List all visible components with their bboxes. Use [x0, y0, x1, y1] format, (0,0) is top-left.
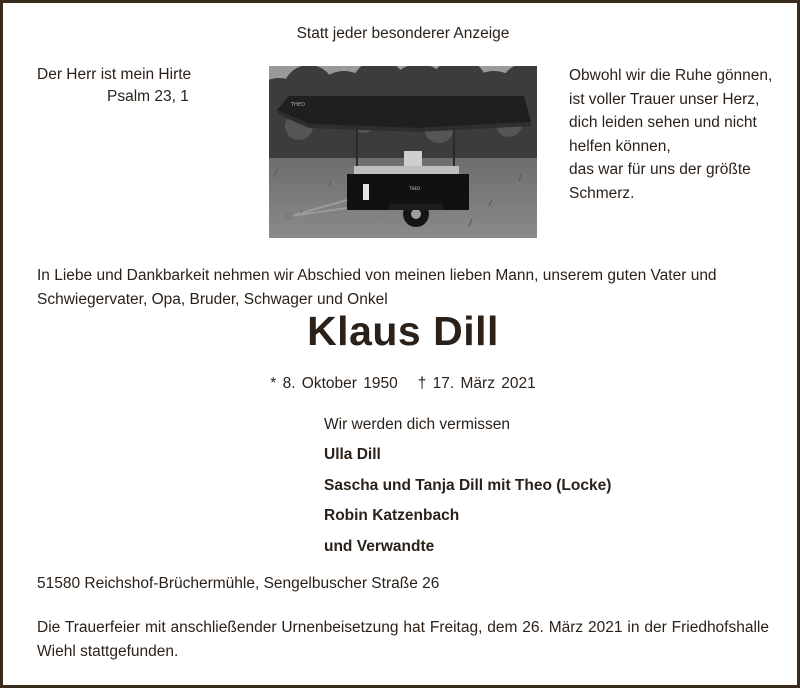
svg-text:THEO: THEO: [291, 102, 305, 108]
poem-line: ist voller Trauer unser Herz,: [569, 90, 760, 108]
deceased-name: Klaus Dill: [307, 308, 499, 354]
poem-line: Obwohl wir die Ruhe gönnen,: [569, 67, 773, 84]
grill-trailer-image: [269, 66, 537, 238]
notice-header: Statt jeder besonderer Anzeige: [296, 25, 510, 42]
death-date: † 17. März 2021: [417, 375, 536, 392]
verse-reference: Psalm 23, 1: [107, 88, 189, 105]
mourners-list: [324, 412, 611, 564]
life-dates: [3, 373, 800, 395]
grill-trailer-photo: [269, 66, 537, 238]
mourner-name: Sascha und Tanja Dill mit Theo (Locke): [324, 476, 612, 494]
mourners-lead: Wir werden dich vermissen: [324, 416, 511, 433]
poem-line: dich leiden sehen und nicht: [569, 114, 757, 132]
mourner-name: Ulla Dill: [324, 446, 381, 464]
svg-text:THEO: THEO: [409, 186, 421, 191]
mourner-name: und Verwandte: [324, 537, 435, 555]
verse-line: Der Herr ist mein Hirte: [37, 66, 192, 83]
family-address: 51580 Reichshof-Brüchermühle, Sengelbuscher Straße 26: [37, 575, 440, 592]
poem-line: das war für uns der größte: [569, 161, 751, 179]
poem: [569, 64, 789, 206]
birth-date: * 8. Oktober 1950: [270, 375, 398, 392]
mourner-name: Robin Katzenbach: [324, 507, 460, 525]
poem-line: Schmerz.: [569, 184, 635, 202]
farewell-intro: In Liebe und Dankbarkeit nehmen wir Abschied von meinen lieben Mann, unserem guten Vater und Schwiegervater, Opa, Bruder, Schwager und Onkel: [37, 267, 717, 308]
poem-line: helfen können,: [569, 137, 671, 155]
bible-verse: [37, 64, 191, 108]
ceremony-note: Die Trauerfeier mit anschließender Urnenbeisetzung hat Freitag, dem 26. März 2021 in der Friedhofshalle Wiehl stattgefunden.: [37, 619, 769, 660]
